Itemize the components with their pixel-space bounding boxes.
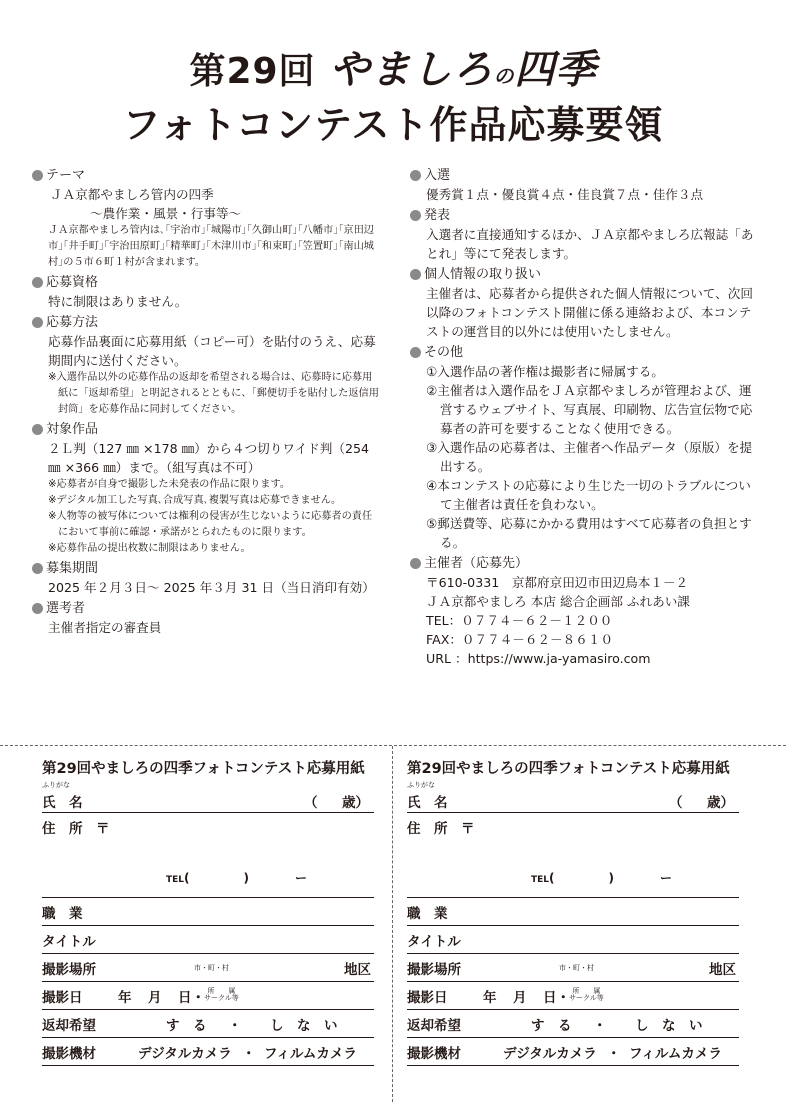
section-privacy: 個人情報の取り扱い 主催者は、応募者から提供された個人情報について、次回以降のフォトコンテスト開催に係る連絡および、本コンテストの運営目的以外には使用いたしません。 xyxy=(410,265,760,341)
list-item: ②主催者は入選作品をＪＡ京都やましろが管理および、運営するウェブサイト、写真展、印刷物、広告宣伝物で応募者の許可を要することなく使用できる。 xyxy=(426,383,753,436)
address-field[interactable]: 住 所 〒 TEL( ) ー xyxy=(407,813,739,898)
place-field[interactable]: 撮影場所 市・町・村 地区 xyxy=(42,954,374,982)
bullet-icon xyxy=(32,170,43,181)
date-field[interactable]: 撮影日 年 月 日・ 所 属 サークル等 xyxy=(42,982,374,1010)
tel-field[interactable]: TEL( ) ー xyxy=(531,871,673,885)
bullet-icon xyxy=(32,603,43,614)
bullet-icon xyxy=(32,563,43,574)
cut-line-vertical xyxy=(392,746,393,1102)
page-title xyxy=(0,48,786,98)
film-camera-option[interactable]: フィルムカメラ xyxy=(629,1045,722,1062)
page-subtitle: フォトコンテスト作品応募要領 xyxy=(122,103,664,147)
title-field[interactable]: タイトル xyxy=(407,926,739,954)
bullet-icon xyxy=(410,170,421,181)
form-title: 第29回やましろの四季フォトコンテスト応募用紙 xyxy=(407,761,730,777)
name-field[interactable]: 氏 名 （ 歳） xyxy=(407,790,739,813)
job-field[interactable]: 職 業 xyxy=(42,898,374,926)
equipment-field[interactable]: 撮影機材 デジタルカメラ ・ フィルムカメラ xyxy=(42,1038,374,1066)
tel-field[interactable]: TEL( ) ー xyxy=(166,871,308,885)
brand-logo: やましろの四季 xyxy=(329,46,597,93)
list-item: ③入選作品の応募者は、主催者へ作品データ（原版）を提出する。 xyxy=(426,440,753,474)
left-column xyxy=(32,166,382,639)
title-field[interactable]: タイトル xyxy=(42,926,374,954)
right-column xyxy=(410,166,760,670)
return-field[interactable]: 返却希望 す る ・ し な い xyxy=(407,1010,739,1038)
bullet-icon xyxy=(410,558,421,569)
list-item: ⑤郵送費等、応募にかかる費用はすべて応募者の負担とする。 xyxy=(426,516,752,550)
section-organizer: 主催者（応募先） 〒610-0331 京都府京田辺市田辺鳥本１－２ ＪＡ京都やましろ 本店 総合企画部 ふれあい課 TEL：０７７４－６２－１２００ FAX：０７７４－６２－８６１０ URL ：https://www.ja-yamasiro.com xyxy=(410,554,760,668)
bullet-icon xyxy=(32,424,43,435)
entry-form-left xyxy=(42,758,374,1066)
list-item: ④本コンテストの応募により生じた一切のトラブルについて主催者は責任を負わない。 xyxy=(426,478,751,512)
return-yes-option[interactable]: す る xyxy=(166,1017,207,1034)
section-works: 対象作品 ２Ｌ判（127 ㎜ ×178 ㎜）から４つ切りワイド判（254 ㎜ ×366 ㎜）まで。（組写真は不可） ※応募者が自身で撮影した未発表の作品に限ります。 ※デジタル加工した写真､合成写真､複製写真は応募できません｡ ※人物等の被写体については権利の侵害が生じないように応募者の責任において事前に確認・承諾がとられたものに限ります。 ※応募作品の提出枚数に制限はありません。 xyxy=(32,420,382,557)
section-other: その他 ①入選作品の著作権は撮影者に帰属する。 ②主催者は入選作品をＪＡ京都やましろが管理および、運営するウェブサイト、写真展、印刷物、広告宣伝物で応募者の許可を要することなく使用できる。 ③入選作品の応募者は、主催者へ作品データ（原版）を提出する。 ④本コンテストの応募により生じた一切のトラブルについて主催者は責任を負わない。 ⑤郵送費等、応募にかかる費用はすべて応募者の負担とする。 xyxy=(410,343,760,552)
section-judges: 選考者 主催者指定の審査員 xyxy=(32,599,382,637)
bullet-icon xyxy=(410,269,421,280)
return-no-option[interactable]: し な い xyxy=(270,1017,338,1034)
return-no-option[interactable]: し な い xyxy=(635,1017,703,1034)
website-link[interactable]: URL ：https://www.ja-yamasiro.com xyxy=(426,651,651,666)
digital-camera-option[interactable]: デジタルカメラ xyxy=(138,1045,232,1062)
equipment-field[interactable]: 撮影機材 デジタルカメラ ・ フィルムカメラ xyxy=(407,1038,739,1066)
furigana-label: ふりがな xyxy=(407,781,435,789)
section-theme: テーマ ＪＡ京都やましろ管内の四季 〜農作業・風景・行事等〜 ＪＡ京都やましろ管内は､｢宇治市｣｢城陽市｣｢久御山町｣｢八幡市｣｢京田辺市｣｢井手町｣｢宇治田原町｣｢精華町｣｢木津川市｣｢和束町｣｢笠置町｣｢南山城村｣の５市６町１村が含まれます。 xyxy=(32,166,382,271)
place-field[interactable]: 撮影場所 市・町・村 地区 xyxy=(407,954,739,982)
furigana-label: ふりがな xyxy=(42,781,70,789)
return-yes-option[interactable]: す る xyxy=(531,1017,572,1034)
title-prefix: 第29回 xyxy=(189,51,316,92)
address-field[interactable]: 住 所 〒 TEL( ) ー xyxy=(42,813,374,898)
section-eligibility: 応募資格 特に制限はありません。 xyxy=(32,273,382,311)
job-field[interactable]: 職 業 xyxy=(407,898,739,926)
bullet-icon xyxy=(410,347,421,358)
section-announce: 発表 入選者に直接通知するほか、ＪＡ京都やましろ広報誌「あとれ」等にて発表します。 xyxy=(410,206,760,263)
cut-line-horizontal xyxy=(0,745,786,746)
entry-form-right xyxy=(407,758,739,1066)
film-camera-option[interactable]: フィルムカメラ xyxy=(264,1045,357,1062)
form-title: 第29回やましろの四季フォトコンテスト応募用紙 xyxy=(42,761,365,777)
bullet-icon xyxy=(410,210,421,221)
section-period: 募集期間 2025 年２月３日〜 2025 年３月 31 日（当日消印有効） xyxy=(32,559,382,597)
name-field[interactable]: 氏 名 （ 歳） xyxy=(42,790,374,813)
section-prize: 入選 優秀賞１点・優良賞４点・佳良賞７点・佳作３点 xyxy=(410,166,760,204)
digital-camera-option[interactable]: デジタルカメラ xyxy=(503,1045,597,1062)
section-method: 応募方法 応募作品裏面に応募用紙（コピー可）を貼付のうえ、応募期間内に送付ください。 ※入選作品以外の応募作品の返却を希望される場合は、応募時に応募用紙に「返却希望」と明記されるとともに、「郵便切手を貼付した返信用封筒」を応募作品に同封してください。 xyxy=(32,313,382,418)
date-field[interactable]: 撮影日 年 月 日・ 所 属 サークル等 xyxy=(407,982,739,1010)
return-field[interactable]: 返却希望 す る ・ し な い xyxy=(42,1010,374,1038)
bullet-icon xyxy=(32,277,43,288)
list-item: ①入選作品の著作権は撮影者に帰属する。 xyxy=(426,364,664,379)
bullet-icon xyxy=(32,317,43,328)
